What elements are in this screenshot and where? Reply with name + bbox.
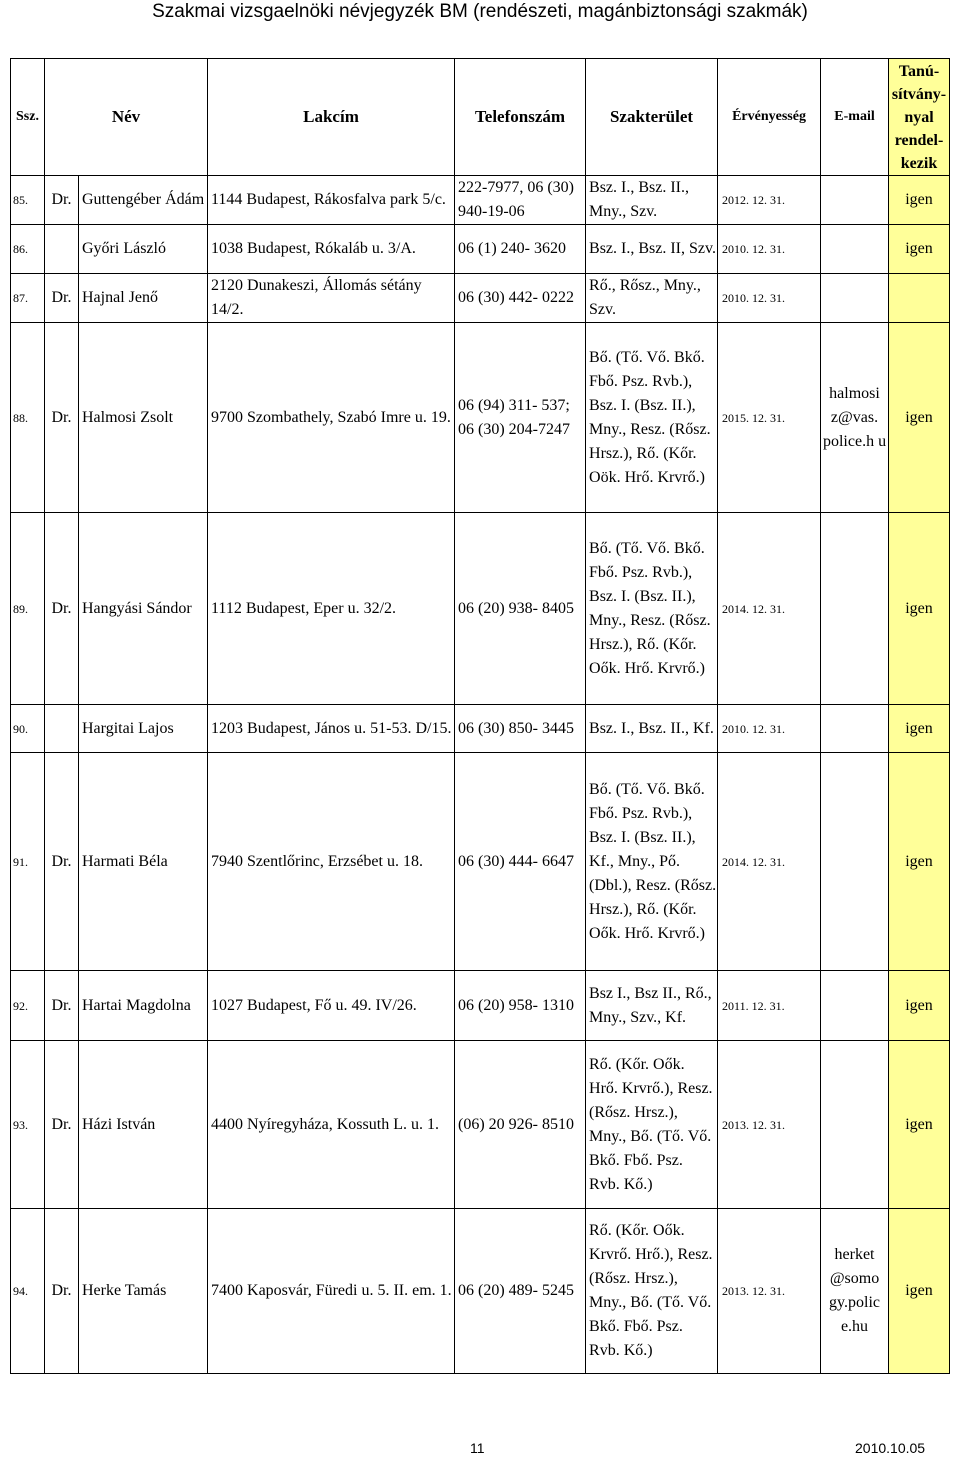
row-tanusitvany: igen — [889, 513, 950, 705]
row-ervenyesseg: 2015. 12. 31. — [718, 323, 821, 513]
row-title — [45, 705, 79, 753]
registry-table — [10, 58, 950, 1374]
header-ervenyesseg: Érvényesség — [718, 59, 821, 176]
row-email: halmosi z@vas. police.h u — [821, 323, 889, 513]
row-ssz: 92. — [11, 971, 45, 1041]
row-tanusitvany: igen — [889, 1041, 950, 1209]
table-row — [11, 1041, 950, 1209]
row-email — [821, 1041, 889, 1209]
row-title: Dr. — [45, 274, 79, 323]
page-number: 11 — [470, 1440, 485, 1456]
row-phone: 06 (20) 489- 5245 — [455, 1209, 586, 1374]
row-tanusitvany: igen — [889, 753, 950, 971]
row-ssz: 85. — [11, 176, 45, 225]
row-tanusitvany: igen — [889, 323, 950, 513]
row-name: Guttengéber Ádám — [79, 176, 208, 225]
row-title: Dr. — [45, 971, 79, 1041]
row-phone: 06 (1) 240- 3620 — [455, 225, 586, 274]
row-ervenyesseg: 2014. 12. 31. — [718, 513, 821, 705]
table-row — [11, 323, 950, 513]
row-ssz: 90. — [11, 705, 45, 753]
row-address: 9700 Szombathely, Szabó Imre u. 19. — [208, 323, 455, 513]
row-tanusitvany: igen — [889, 971, 950, 1041]
row-title: Dr. — [45, 1209, 79, 1374]
row-phone: 06 (94) 311- 537; 06 (30) 204-7247 — [455, 323, 586, 513]
row-name: Hajnal Jenő — [79, 274, 208, 323]
header-lakcim: Lakcím — [208, 59, 455, 176]
row-ervenyesseg: 2010. 12. 31. — [718, 705, 821, 753]
row-tanusitvany: igen — [889, 1209, 950, 1374]
row-ervenyesseg: 2014. 12. 31. — [718, 753, 821, 971]
row-ssz: 93. — [11, 1041, 45, 1209]
row-ervenyesseg: 2011. 12. 31. — [718, 971, 821, 1041]
header-ssz: Ssz. — [11, 59, 45, 176]
document-date: 2010.10.05 — [855, 1440, 926, 1456]
row-szakterulet: Bő. (Tő. Vő. Bkő. Fbő. Psz. Rvb.), Bsz. I. (Bsz. II.), Kf., Mny., Pő. (Dbl.), Resz. (Rősz. Hrsz.), Rő. (Kőr. Oők. Hrő. Krvrő.) — [586, 753, 718, 971]
row-name: Házi István — [79, 1041, 208, 1209]
row-szakterulet: Bsz. I., Bsz. II., Mny., Szv. — [586, 176, 718, 225]
row-ssz: 86. — [11, 225, 45, 274]
row-address: 7940 Szentlőrinc, Erzsébet u. 18. — [208, 753, 455, 971]
row-ssz: 87. — [11, 274, 45, 323]
row-title: Dr. — [45, 753, 79, 971]
row-szakterulet: Rő., Rősz., Mny., Szv. — [586, 274, 718, 323]
row-name: Herke Tamás — [79, 1209, 208, 1374]
row-name: Győri László — [79, 225, 208, 274]
row-email: herket @somo gy.polic e.hu — [821, 1209, 889, 1374]
row-szakterulet: Bsz I., Bsz II., Rő., Mny., Szv., Kf. — [586, 971, 718, 1041]
row-address: 7400 Kaposvár, Füredi u. 5. II. em. 1. — [208, 1209, 455, 1374]
header-nev: Név — [45, 59, 208, 176]
header-telefon: Telefonszám — [455, 59, 586, 176]
row-ervenyesseg: 2010. 12. 31. — [718, 225, 821, 274]
row-phone: 06 (30) 442- 0222 — [455, 274, 586, 323]
row-address: 1027 Budapest, Fő u. 49. IV/26. — [208, 971, 455, 1041]
row-email — [821, 274, 889, 323]
row-ssz: 91. — [11, 753, 45, 971]
row-title: Dr. — [45, 176, 79, 225]
row-phone: 06 (20) 938- 8405 — [455, 513, 586, 705]
row-ervenyesseg: 2013. 12. 31. — [718, 1041, 821, 1209]
table-row — [11, 274, 950, 323]
row-ssz: 94. — [11, 1209, 45, 1374]
row-title: Dr. — [45, 323, 79, 513]
row-email — [821, 705, 889, 753]
table-row — [11, 705, 950, 753]
row-phone: 06 (30) 444- 6647 — [455, 753, 586, 971]
row-email — [821, 176, 889, 225]
row-tanusitvany: igen — [889, 176, 950, 225]
row-phone: 06 (30) 850- 3445 — [455, 705, 586, 753]
row-ssz: 89. — [11, 513, 45, 705]
row-szakterulet: Bsz. I., Bsz. II, Szv. — [586, 225, 718, 274]
row-szakterulet: Rő. (Kőr. Oők. Hrő. Krvrő.), Resz. (Rősz. Hrsz.), Mny., Bő. (Tő. Vő. Bkő. Fbő. Psz. Rvb. Kő.) — [586, 1041, 718, 1209]
row-name: Hartai Magdolna — [79, 971, 208, 1041]
row-address: 1144 Budapest, Rákosfalva park 5/c. — [208, 176, 455, 225]
row-title — [45, 225, 79, 274]
row-ssz: 88. — [11, 323, 45, 513]
row-szakterulet: Bsz. I., Bsz. II., Kf. — [586, 705, 718, 753]
row-address: 1112 Budapest, Eper u. 32/2. — [208, 513, 455, 705]
row-email — [821, 971, 889, 1041]
table-row — [11, 1209, 950, 1374]
row-title: Dr. — [45, 513, 79, 705]
row-szakterulet: Bő. (Tő. Vő. Bkő. Fbő. Psz. Rvb.), Bsz. I. (Bsz. II.), Mny., Resz. (Rősz. Hrsz.), Rő. (Kőr. Oők. Hrő. Krvrő.) — [586, 513, 718, 705]
row-address: 2120 Dunakeszi, Állomás sétány 14/2. — [208, 274, 455, 323]
row-title: Dr. — [45, 1041, 79, 1209]
row-phone: 06 (20) 958- 1310 — [455, 971, 586, 1041]
table-row — [11, 971, 950, 1041]
row-name: Hangyási Sándor — [79, 513, 208, 705]
row-tanusitvany: igen — [889, 225, 950, 274]
row-name: Halmosi Zsolt — [79, 323, 208, 513]
row-address: 1038 Budapest, Rókaláb u. 3/A. — [208, 225, 455, 274]
row-phone: 222-7977, 06 (30) 940-19-06 — [455, 176, 586, 225]
row-email — [821, 225, 889, 274]
row-ervenyesseg: 2013. 12. 31. — [718, 1209, 821, 1374]
page-title: Szakmai vizsgaelnöki névjegyzék BM (rendészeti, magánbiztonsági szakmák) — [152, 1, 808, 22]
header-tanusitvany: Tanú- sítvány- nyal rendel- kezik — [889, 59, 950, 176]
row-email — [821, 513, 889, 705]
row-address: 1203 Budapest, János u. 51-53. D/15. — [208, 705, 455, 753]
row-name: Harmati Béla — [79, 753, 208, 971]
table-row — [11, 513, 950, 705]
row-szakterulet: Rő. (Kőr. Oők. Krvrő. Hrő.), Resz. (Rősz. Hrsz.), Mny., Bő. (Tő. Vő. Bkő. Fbő. Psz. Rvb. Kő.) — [586, 1209, 718, 1374]
row-tanusitvany — [889, 274, 950, 323]
table-row — [11, 176, 950, 225]
row-address: 4400 Nyíregyháza, Kossuth L. u. 1. — [208, 1041, 455, 1209]
row-szakterulet: Bő. (Tő. Vő. Bkő. Fbő. Psz. Rvb.), Bsz. I. (Bsz. II.), Mny., Resz. (Rősz. Hrsz.), Rő. (Kőr. Oök. Hrő. Krvrő.) — [586, 323, 718, 513]
header-email: E-mail — [821, 59, 889, 176]
table-row — [11, 753, 950, 971]
row-email — [821, 753, 889, 971]
row-name: Hargitai Lajos — [79, 705, 208, 753]
header-szakterulet: Szakterület — [586, 59, 718, 176]
row-tanusitvany: igen — [889, 705, 950, 753]
table-row — [11, 225, 950, 274]
row-phone: (06) 20 926- 8510 — [455, 1041, 586, 1209]
header-row — [11, 59, 950, 176]
row-ervenyesseg: 2012. 12. 31. — [718, 176, 821, 225]
row-ervenyesseg: 2010. 12. 31. — [718, 274, 821, 323]
